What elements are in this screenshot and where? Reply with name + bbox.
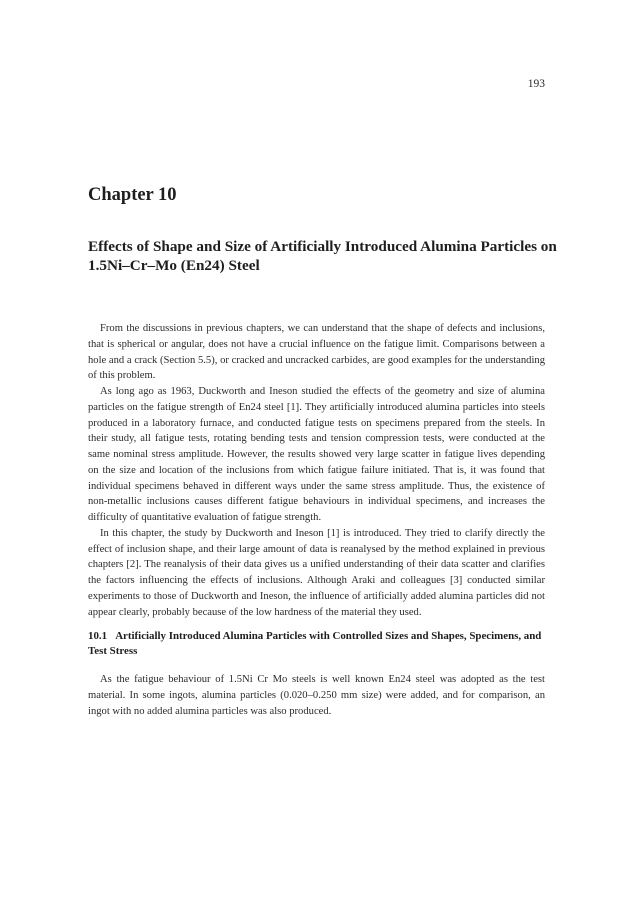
paragraph: As long ago as 1963, Duckworth and Ineson studied the effects of the geometry and size of alumina particles on the fatigue strength of En24 steel [1]. They artificially introduced alumina particles into steels produced in a laboratory furnace, and conducted fatigue tests on specimens prepared from the steels. In their study, all fatigue tests, rotating bending tests and tension compression tests, were conducted at the same nominal stress amplitude. However, the results showed very large scatter in fatigue lives depending on the size and location of the inclusions from which fatigue failure initiated. That is, it was found that individual specimens behaved in different ways under the same stress amplitude. Thus, the existence of non-metallic inclusions causes different fatigue behaviours in individual specimens, and increases the difficulty of quantitative evaluation of fatigue strength. <box>88 386 545 523</box>
chapter-label: Chapter 10 <box>88 185 177 205</box>
page-number: 193 <box>527 78 545 90</box>
section-heading <box>88 629 545 659</box>
chapter-title: Effects of Shape and Size of Artificially Introduced Alumina Particles on 1.5Ni–Cr–Mo (En24) Steel <box>88 238 557 274</box>
section-body <box>88 672 545 719</box>
section-title: Artificially Introduced Alumina Particles with Controlled Sizes and Shapes, Specimens, and Test Stress <box>88 630 542 657</box>
intro-body <box>88 321 545 620</box>
paragraph: From the discussions in previous chapters, we can understand that the shape of defects and inclusions, that is spherical or angular, does not have a crucial influence on the fatigue limit. Comparisons between a hole and a crack (Section 5.5), or cracked and uncracked carbides, are good examples for the understanding of this problem. <box>88 323 545 382</box>
section-number: 10.1 <box>88 630 108 642</box>
paragraph: In this chapter, the study by Duckworth and Ineson [1] is introduced. They tried to clarify directly the effect of inclusion shape, and their large amount of data is reanalysed by the method explained in previous chapters [2]. The reanalysis of their data gives us a unified understanding of their data scatter and clarifies the factors influencing the effects of inclusions. Although Araki and colleagues [3] conducted similar experiments to those of Duckworth and Ineson, the influence of artificially added alumina particles did not appear clearly, probably because of the low hardness of the material they used. <box>88 527 545 618</box>
paragraph: As the fatigue behaviour of 1.5Ni Cr Mo steels is well known En24 steel was adopted as the test material. In some ingots, alumina particles (0.020–0.250 mm size) were added, and for comparison, an ingot with no added alumina particles was also produced. <box>88 674 545 717</box>
